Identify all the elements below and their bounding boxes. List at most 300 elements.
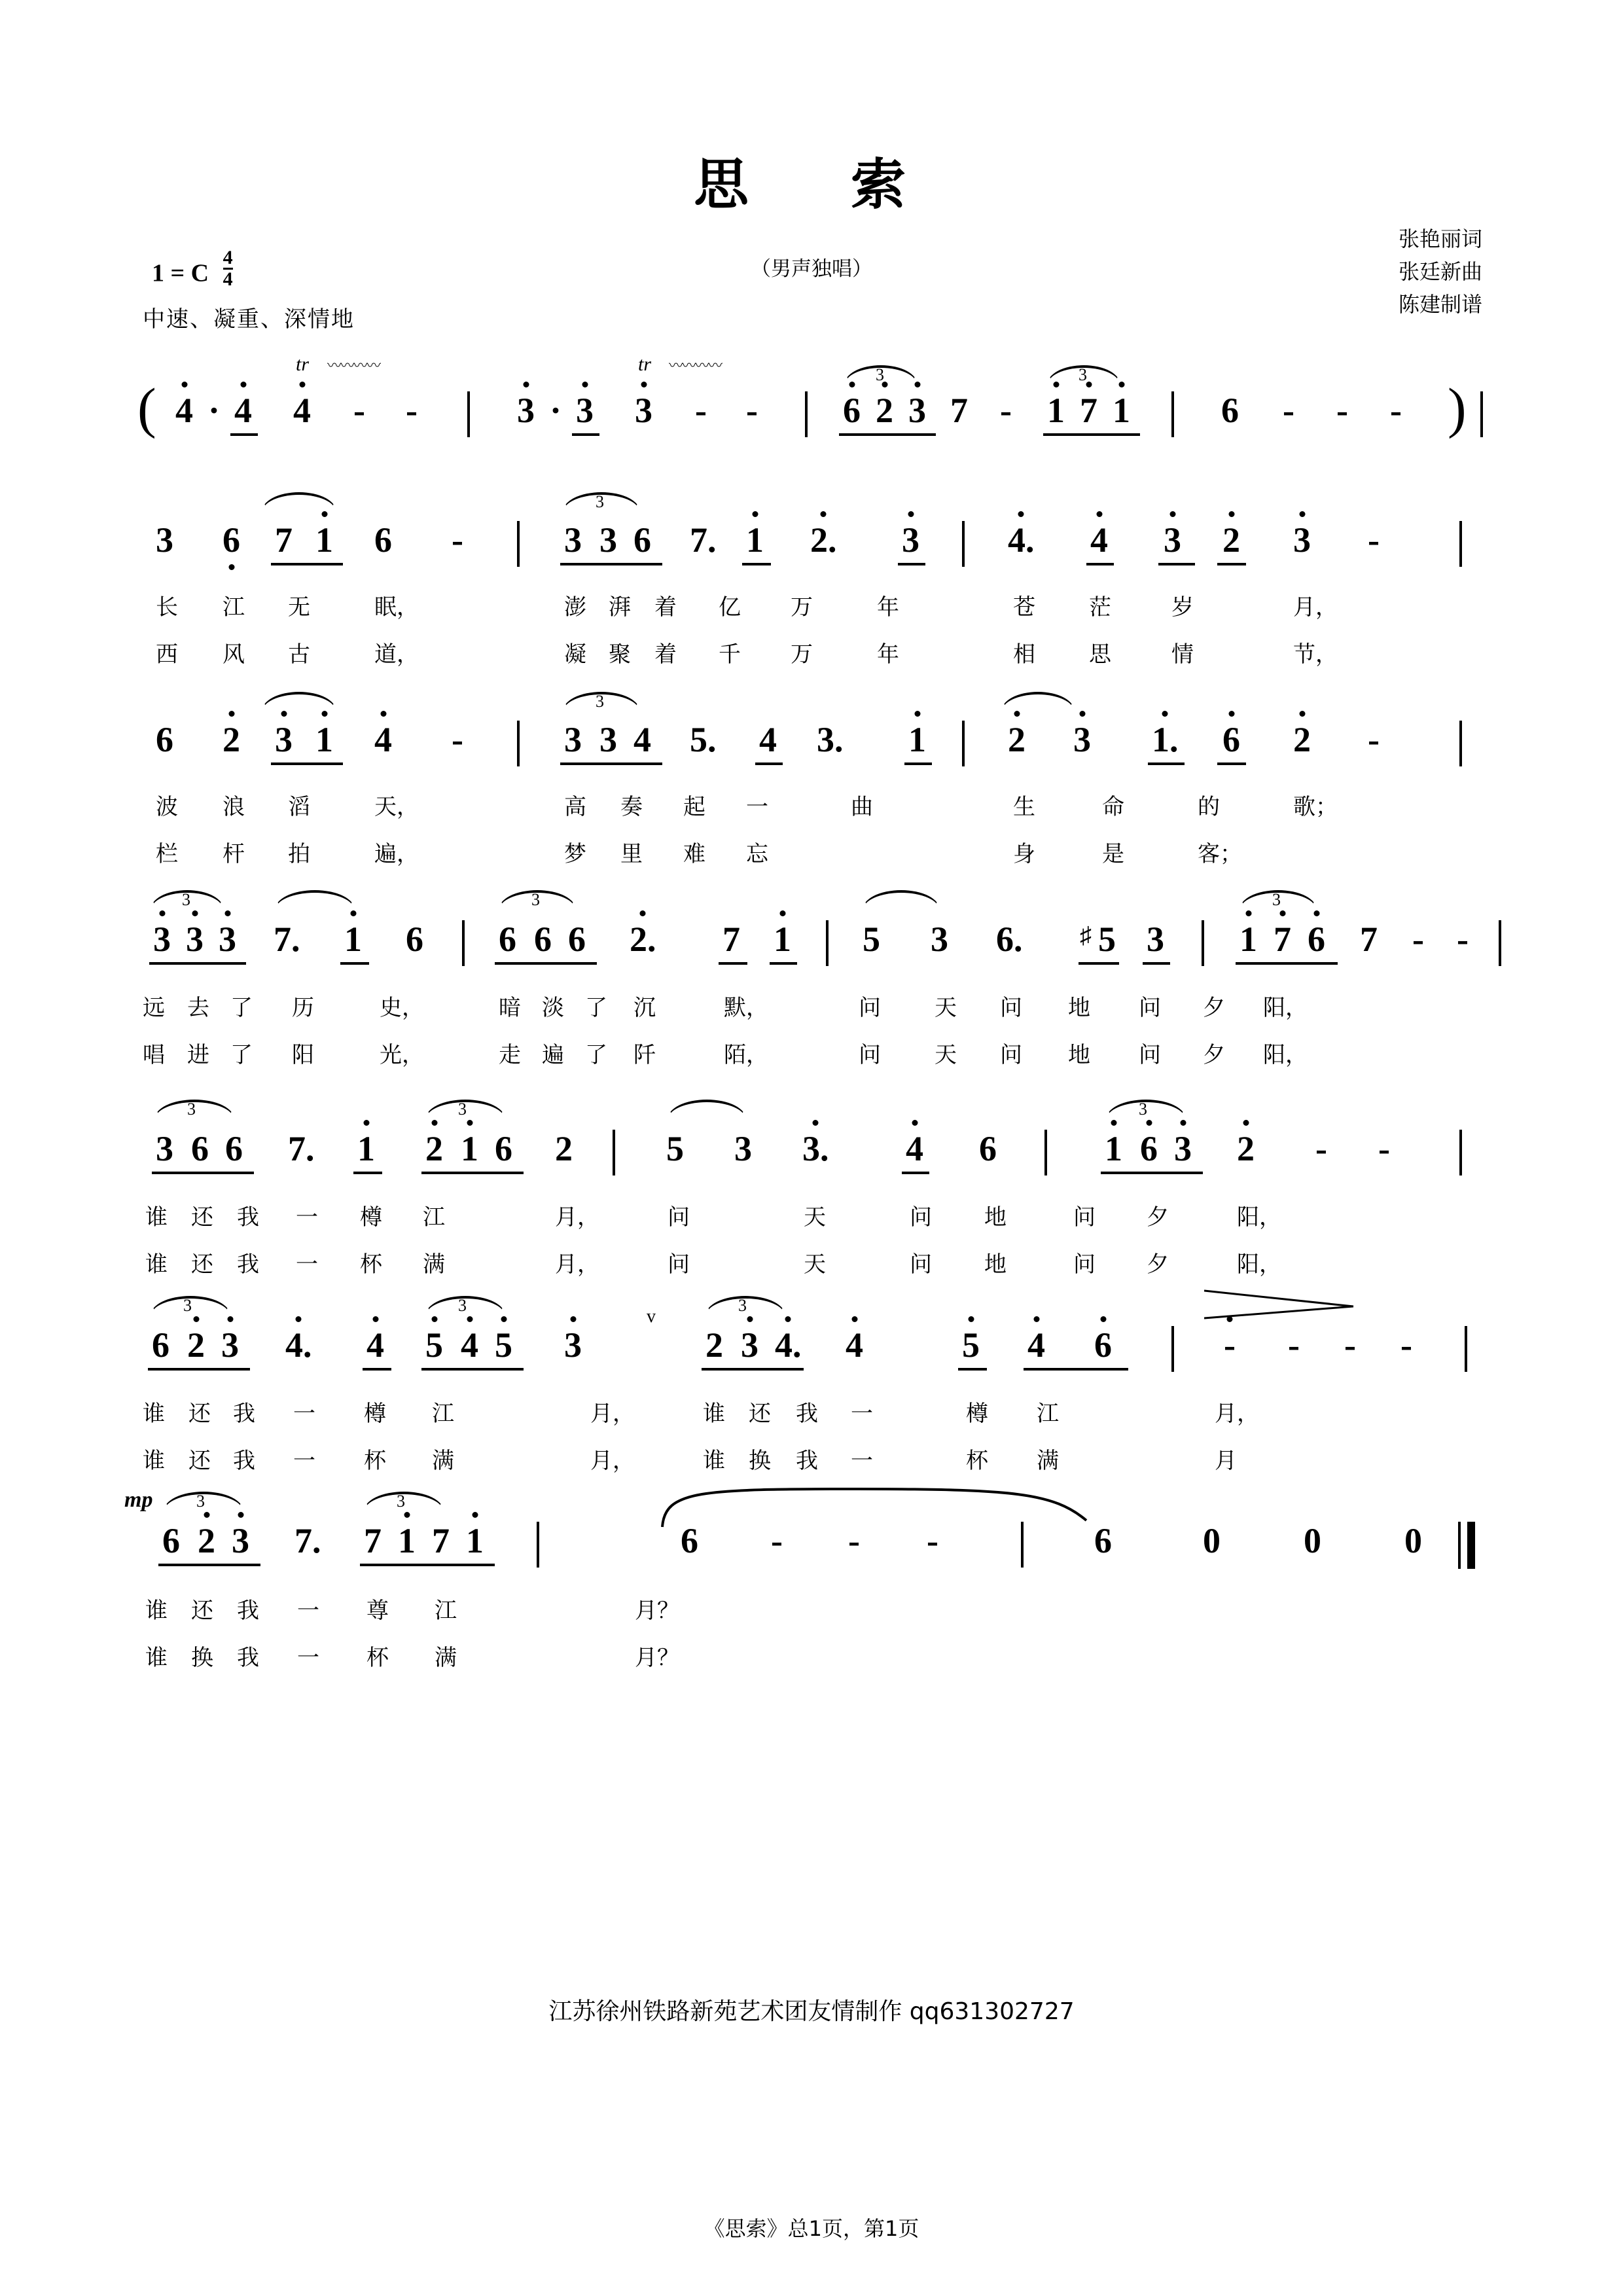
beam-underline [1217,563,1246,565]
note: 4 [366,1325,384,1365]
intro-open-paren: ( [137,376,156,439]
note: 6 [534,920,552,959]
lyric: 浪 [223,794,245,820]
note: 4 [175,391,193,430]
note: 6 [681,1521,698,1560]
lyric: 月， [555,1204,599,1230]
note: 4. [775,1325,802,1365]
beam-underline [148,1368,250,1371]
note: - [452,520,463,560]
lyric: 我 [237,1204,259,1230]
note: - [746,391,758,430]
lyric: 阳， [1237,1204,1281,1230]
beam-underline [152,1172,254,1174]
lyric: 茫 [1089,594,1111,620]
lyric: 默， [724,995,768,1021]
note: 4 [374,720,392,759]
note: 7. [690,520,717,560]
beam-underline [958,1368,987,1371]
triplet-number: 3 [1139,1100,1147,1119]
lyric: 长 [156,594,178,620]
note: 4 [906,1129,923,1168]
lyric: 阳 [292,1042,314,1068]
note: 3 [232,1521,249,1560]
beam-underline [421,1368,524,1371]
note: 5. [690,720,717,759]
note: - [1224,1325,1236,1365]
lyric: 梦 [564,841,586,867]
note: 3 [635,391,652,430]
note: 7 [275,520,293,560]
note: 0 [1304,1521,1321,1560]
note: - [1378,1129,1390,1168]
slur [262,492,336,512]
beam-underline [1148,762,1185,765]
credit-lyricist: 张艳丽词 [1398,226,1482,251]
lyric: 夕 [1203,995,1225,1021]
note: 2 [223,720,240,759]
note: 4 [846,1325,863,1365]
note: 3 [908,391,926,430]
note: 7 [1360,920,1378,959]
lyric: 史， [380,995,424,1021]
note: 1 [398,1521,416,1560]
beam-underline [572,433,599,436]
note: 6 [495,1129,512,1168]
lyric: 拍 [288,841,310,867]
lyric: 满 [423,1251,445,1278]
note: 3 [156,1129,173,1168]
lyric: 亿 [719,594,741,620]
note: 2. [810,520,837,560]
lyric: 无 [288,594,310,620]
trill-wave-1: 〰〰〰〰 [327,358,380,374]
lyric: 生 [1013,794,1035,820]
lyric: 江 [432,1401,454,1427]
note: 2 [198,1521,215,1560]
note: 1 [1113,391,1130,430]
note: 5 [962,1325,980,1365]
note: 4. [1008,520,1035,560]
note: 6 [499,920,516,959]
lyric: 杯 [364,1448,386,1474]
note: 3. [817,720,844,759]
lyric: 地 [1068,995,1090,1021]
lyric: 年 [877,594,899,620]
note: 2 [187,1325,205,1365]
beam-underline [158,1564,260,1566]
lyric: 去 [187,995,209,1021]
lyric: 我 [237,1251,259,1278]
lyric: 淡 [542,995,564,1021]
note: 3 [564,720,582,759]
note: 3 [1164,520,1181,560]
music-system-3 [0,890,1623,1068]
lyric: 起 [683,794,705,820]
lyric: 了 [585,995,607,1021]
note: - [771,1521,783,1560]
barline [517,721,520,766]
lyric: 夕 [1147,1204,1169,1230]
note: 3 [1293,520,1311,560]
note: 4 [759,720,777,759]
lyric: 我 [237,1645,259,1671]
beam-underline [755,762,783,765]
note: 1 [344,920,362,959]
note: - [1412,920,1424,959]
beam-underline [1101,1172,1203,1174]
lyric: 问 [859,1042,881,1068]
lyric: 还 [749,1401,771,1427]
page-footer: 《思索》总1页，第1页 [704,2216,919,2241]
note: 2 [1008,720,1026,759]
lyric: 尊 [366,1598,389,1624]
final-barline-thick [1467,1522,1475,1569]
beam-underline [1079,962,1119,965]
lyric: 高 [564,794,586,820]
note: 4. [285,1325,312,1365]
note: 3 [156,520,173,560]
lyric: 岁 [1171,594,1194,620]
lyric: 樽 [966,1401,988,1427]
note: 6 [1140,1129,1158,1168]
note: 3 [221,1325,239,1365]
note: - [353,391,365,430]
lyric: 月， [1215,1401,1259,1427]
note: 6 [152,1325,169,1365]
lyric: 我 [237,1598,259,1624]
meter-denominator: 4 [223,268,233,290]
lyric: 月？ [635,1598,679,1624]
lyric: 一 [297,1598,319,1624]
lyric: 远 [143,995,165,1021]
note: 3 [734,1129,752,1168]
lyric: 江 [435,1598,457,1624]
lyric: 杯 [360,1251,382,1278]
note: 3 [576,391,594,430]
music-system-2 [0,692,1623,867]
lyric: 满 [435,1645,457,1671]
slur [1001,692,1075,711]
tempo-marking: 中速、凝重、深情地 [143,306,355,332]
lyric: 谁 [143,1448,165,1474]
beam-underline [149,962,246,965]
lyric: 我 [796,1401,818,1427]
note: - [848,1521,860,1560]
triplet-number: 3 [876,365,884,384]
note: 6 [1221,391,1239,430]
note: 5 [495,1325,512,1365]
lyric: 问 [1073,1204,1096,1230]
lyric: 还 [191,1251,213,1278]
beam-underline [340,962,369,965]
lyric: 历 [292,995,314,1021]
lyric: 我 [233,1448,255,1474]
page-title: 思 索 [693,152,929,217]
note: - [452,720,463,759]
note: 3 [1073,720,1091,759]
triplet-number: 3 [182,890,190,909]
barline [962,521,965,567]
beam-underline [1143,962,1170,965]
lyric: 相 [1013,641,1035,668]
lyric: 问 [859,995,881,1021]
note: 6 [225,1129,243,1168]
note: 1 [461,1129,478,1168]
lyric: 天 [804,1204,826,1230]
note: 7 [1080,391,1097,430]
lyric: 谁 [703,1401,725,1427]
lyric: 歌； [1293,794,1338,820]
note: 3 [902,520,919,560]
lyric: 万 [791,594,813,620]
music-system-intro [0,353,1623,471]
beam-underline [839,433,936,436]
lyric: 还 [191,1204,213,1230]
lyric: 一 [746,794,768,820]
beam-underline [421,1172,524,1174]
lyric: 澎 [564,594,586,620]
beam-underline [1043,433,1140,436]
note: 6 [568,920,586,959]
lyric: 谁 [145,1598,168,1624]
note: 6 [406,920,423,959]
note: 2 [876,391,893,430]
lyric: 问 [1073,1251,1096,1278]
barline [805,391,808,437]
lyric: 换 [191,1645,213,1671]
lyric: 滔 [288,794,310,820]
note: 2 [425,1129,443,1168]
lyric: 月？ [635,1645,679,1671]
beam-underline [271,563,343,565]
lyric: 江 [223,594,245,620]
lyric: 走 [499,1042,521,1068]
lyric: 谁 [143,1401,165,1427]
beam-underline [1217,762,1246,765]
lyric: 忘 [746,841,768,867]
intro-close-paren: ) [1448,376,1467,439]
lyric: 月， [590,1401,635,1427]
barline [1465,1326,1467,1372]
lyric: 谁 [145,1251,168,1278]
breath-mark: v [647,1306,656,1327]
note: 1 [908,720,926,759]
lyric: 暗 [499,995,521,1021]
lyric: 地 [1068,1042,1090,1068]
lyric: 地 [984,1204,1007,1230]
barline [537,1522,539,1568]
lyric: 遍 [542,1042,564,1068]
beam-underline [702,1368,804,1371]
note: 5 [425,1325,443,1365]
barline [826,920,829,966]
subtitle: （男声独唱） [751,257,872,281]
lyric: 一 [851,1448,873,1474]
note: 1 [1240,920,1257,959]
beam-underline [1086,563,1114,565]
triplet-number: 3 [531,890,540,909]
note: 3 [275,720,293,759]
note: 2 [1222,520,1240,560]
lyric: 樽 [360,1204,382,1230]
lyric: 栏 [156,841,178,867]
note: - [1000,391,1012,430]
trill-wave-2: 〰〰〰〰 [669,358,722,374]
lyric: 苍 [1013,594,1035,620]
lyric: 湃 [609,594,631,620]
slur [863,890,940,910]
credits [1399,223,1482,321]
lyric: 月 [1215,1448,1237,1474]
lyric: 阡 [633,1042,656,1068]
triplet-number: 3 [397,1492,405,1511]
lyric: 问 [668,1204,690,1230]
lyric: 年 [877,641,899,668]
lyric: 了 [230,1042,253,1068]
lyric: 天 [804,1251,826,1278]
lyric: 是 [1102,841,1124,867]
lyric: 情 [1171,641,1194,668]
lyric: 古 [288,641,310,668]
beam-underline [1236,962,1338,965]
lyric: 进 [187,1042,209,1068]
lyric: 陌， [724,1042,768,1068]
triplet-number: 3 [187,1100,196,1119]
lyric: 西 [156,641,178,668]
beam-underline [742,563,771,565]
lyric: 阳， [1263,1042,1308,1068]
lyric: 问 [1000,995,1022,1021]
lyric: 满 [432,1448,454,1474]
barline [462,920,465,966]
note: 6 [374,520,392,560]
beam-underline [904,762,932,765]
lyric: 难 [683,841,705,867]
augmentation-dot: · [208,391,221,430]
key-signature [152,249,233,289]
note: 2 [1237,1129,1255,1168]
beam-underline [363,1368,391,1371]
lyric: 谁 [145,1645,168,1671]
note: 7 [1274,920,1291,959]
note: 6 [191,1129,209,1168]
note: 0 [1203,1521,1221,1560]
lyric: 杯 [966,1448,988,1474]
note: 7 [364,1521,382,1560]
note: - [1400,1325,1412,1365]
note: 1 [746,520,764,560]
credit-composer: 张廷新曲 [1398,259,1482,284]
note: 3 [599,520,617,560]
lyric: 问 [910,1204,932,1230]
lyric: 一 [293,1448,315,1474]
note: 6 [843,391,861,430]
note: - [1344,1325,1356,1365]
note: - [1315,1129,1327,1168]
note: - [927,1521,938,1560]
music-system-4 [0,1100,1623,1278]
lyric: 遍， [374,841,419,867]
beam-underline [353,1172,382,1174]
barline [1171,391,1174,437]
lyric: 阳， [1237,1251,1281,1278]
music-system-5 [0,1296,1623,1474]
note: 4 [461,1325,478,1365]
lyric: 着 [654,594,677,620]
note: 1 [1105,1129,1122,1168]
lyric: 了 [230,995,253,1021]
slur [668,1100,746,1119]
note: - [1457,920,1469,959]
lyric: 一 [296,1251,318,1278]
barline [1171,1326,1174,1372]
lyric: 问 [910,1251,932,1278]
lyric: 地 [984,1251,1007,1278]
barline [1499,920,1501,966]
note: - [406,391,418,430]
dynamic-marking: mp [124,1488,153,1512]
beam-underline [360,1564,495,1566]
triplet-number: 3 [458,1100,467,1119]
lyric: 波 [156,794,178,820]
lyric: 万 [791,641,813,668]
lyric: 曲 [851,794,873,820]
note: - [1368,720,1380,759]
lyric: 的 [1198,794,1220,820]
note: 3. [802,1129,829,1168]
barline [1459,521,1462,567]
note: 3 [564,520,582,560]
lyric: 问 [1139,1042,1161,1068]
note: - [1288,1325,1300,1365]
lyric: 节， [1293,641,1338,668]
note: 2 [555,1129,573,1168]
lyric: 命 [1102,794,1124,820]
lyric: 还 [188,1401,211,1427]
note: 6 [1094,1521,1112,1560]
trill-mark-1: tr [296,353,310,375]
lyric: 聚 [609,641,631,668]
lyric: 满 [1037,1448,1059,1474]
credit-engraver: 陈建制谱 [1398,292,1482,317]
note: 7. [288,1129,315,1168]
note: 7 [722,920,740,959]
note: 4 [1027,1325,1045,1365]
beam-underline [271,762,343,765]
triplet-number: 3 [183,1296,192,1315]
beam-underline [1158,563,1195,565]
lyric: 沉 [633,995,656,1021]
triplet-number: 3 [596,492,604,511]
note: 6 [223,520,240,560]
note: 3 [931,920,948,959]
barline [1459,1130,1462,1175]
note: 1 [315,720,333,759]
note: 4 [633,720,651,759]
slur [275,890,355,910]
lyric: 一 [293,1401,315,1427]
note: 5 [666,1129,684,1168]
note: 4 [234,391,252,430]
note: 3 [517,391,535,430]
note: 4 [293,391,311,430]
lyric: 杆 [223,841,245,867]
beam-underline [898,563,925,565]
lyric: 风 [223,641,245,668]
lyric: 江 [423,1204,445,1230]
note: 1 [357,1129,375,1168]
